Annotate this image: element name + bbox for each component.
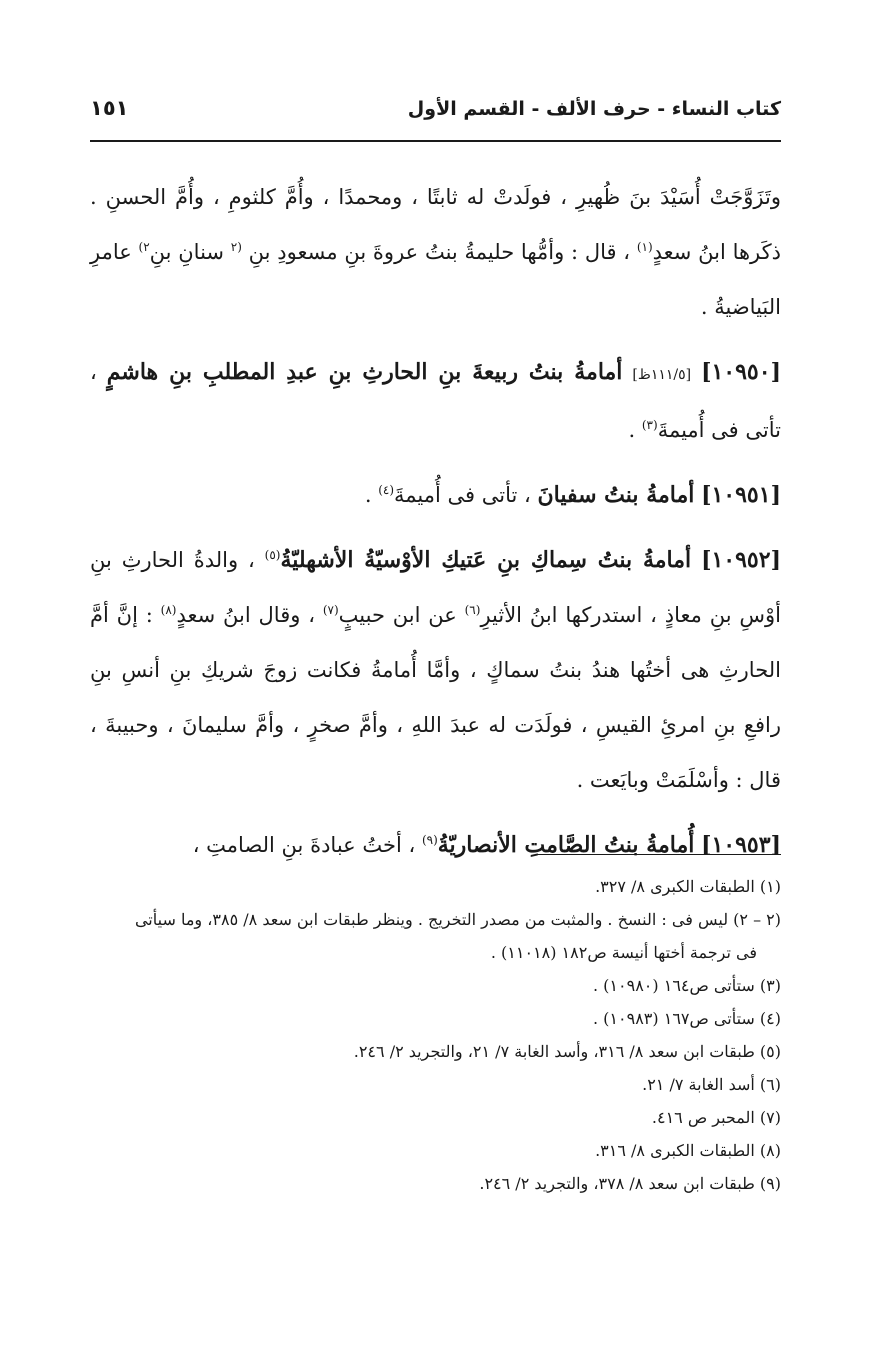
header-title: كتاب النساء - حرف الألف - القسم الأول — [407, 98, 781, 120]
footnote: (٢ – ٢) ليس فى : النسخ . والمثبت من مصدر التخريج . وينظر طبقات ابن سعد ٨/ ٣٨٥، وما سيأتى — [134, 910, 781, 929]
footnote-ref: (٢ — [230, 240, 242, 254]
entry-10950 — [90, 345, 781, 458]
footnote: (١) الطبقات الكبرى ٨/ ٣٢٧. — [595, 877, 781, 896]
footnote-ref: (١) — [636, 240, 653, 254]
text-run: : إنَّ أمَّ الحارثِ هى أختُها هندُ بنتُ سماكٍ ، وأمَّا أُمامةُ فكانت زوجَ شريكِ بنِ أنسِ بنِ رافعِ بنِ امرئِ القيسِ ، فولَدَت له عبدَ اللهِ ، وأمَّ صخرٍ ، وأمَّ سليمانَ ، وحبيبةَ ، قال : وأسْلَمَتْ وبايَعت . — [90, 603, 781, 792]
entry-heading: أُمامةُ بنتُ الصَّامتِ الأنصاريّةُ — [437, 832, 695, 858]
footnote-ref: (٧) — [322, 603, 339, 617]
entry-10953 — [90, 818, 781, 873]
text-run: . — [628, 418, 642, 442]
footnote-divider — [535, 854, 781, 855]
text-run: ، تأتى فى أُميمةَ — [90, 360, 781, 442]
entry-10951 — [90, 468, 781, 523]
entry-number: [١٠٩٥٢] — [701, 547, 781, 573]
footnote-continuation: فى ترجمة أختها أنيسة ص١٨٢ (١١٠١٨) . — [490, 943, 757, 962]
footnote: (٦) أسد الغابة ٧/ ٢١. — [642, 1075, 781, 1094]
text-run: سنانِ بنِ — [149, 240, 231, 264]
footnote: (٩) طبقات ابن سعد ٨/ ٣٧٨، والتجريد ٢/ ٢٤٦. — [479, 1174, 781, 1193]
text-run: ، تأتى فى أُميمةَ — [394, 483, 538, 507]
page-number: ١٥١ — [90, 96, 129, 120]
entry-number: [١٠٩٥٠] — [701, 359, 781, 385]
text-run: . — [364, 483, 379, 507]
running-header — [90, 96, 781, 142]
footnote-ref: (٣) — [641, 418, 658, 432]
entry-heading: أمامةُ بنتُ سفيانَ — [537, 482, 695, 508]
footnote-ref: (٨) — [160, 603, 177, 617]
text-run: عن ابن حبيبٍ — [338, 603, 465, 627]
footnote: (٧) المحبر ص ٤١٦. — [651, 1108, 781, 1127]
footnote: (٤) ستأتى ص١٦٧ (١٠٩٨٣) . — [593, 1009, 781, 1028]
text-run: ، قال : وأمُّها حليمةُ بنتُ عروةَ بنِ مسعودِ بنِ — [241, 240, 637, 264]
manuscript-ref: [١١١/٥ظ] — [632, 367, 692, 383]
text-run: ، وقال ابنُ سعدٍ — [176, 603, 323, 627]
footnote-ref: ٢) — [138, 240, 150, 254]
footnote: (٥) طبقات ابن سعد ٨/ ٣١٦، وأسد الغابة ٧/ ٢١، والتجريد ٢/ ٢٤٦. — [353, 1042, 781, 1061]
text-run: عامرِ البَياضيةُ . — [90, 240, 781, 319]
entry-heading: أمامةُ بنتُ سِماكِ بنِ عَتيكِ الأوْسيّةُ الأشهليّةُ — [280, 547, 692, 573]
entry-heading: أمامةُ بنتُ ربيعةَ بنِ الحارثِ بنِ عبدِ المطلبِ بنِ هاشمٍ — [106, 359, 623, 385]
entry-10952 — [90, 533, 781, 808]
text-run: ، والدةُ الحارثِ بنِ أوْسِ بنِ معاذٍ ، استدركها ابنُ الأثيرِ — [90, 548, 782, 627]
text-run: وتَزَوَّجَتْ أُسَيْدَ بنَ ظُهيرِ ، فولَدتْ له ثابتًا ، ومحمدًا ، وأُمَّ كلثومِ ، وأُمَّ الحسنِ . ذكَرها ابنُ سعدٍ — [90, 185, 781, 264]
footnote-ref: (٤) — [378, 483, 395, 497]
text-run: ، أختُ عبادةَ بنِ الصامتِ ، — [192, 833, 422, 857]
footnote-ref: (٩) — [421, 833, 438, 847]
footnotes — [90, 870, 781, 1200]
footnote: (٣) ستأتى ص١٦٤ (١٠٩٨٠) . — [593, 976, 781, 995]
footnote: (٨) الطبقات الكبرى ٨/ ٣١٦. — [595, 1141, 781, 1160]
entry-number: [١٠٩٥٣] — [701, 832, 781, 858]
main-text — [90, 170, 781, 873]
entry-number: [١٠٩٥١] — [701, 482, 781, 508]
footnote-ref: (٦) — [464, 603, 481, 617]
footnote-ref: (٥) — [264, 548, 281, 562]
continuation-paragraph — [90, 170, 781, 335]
